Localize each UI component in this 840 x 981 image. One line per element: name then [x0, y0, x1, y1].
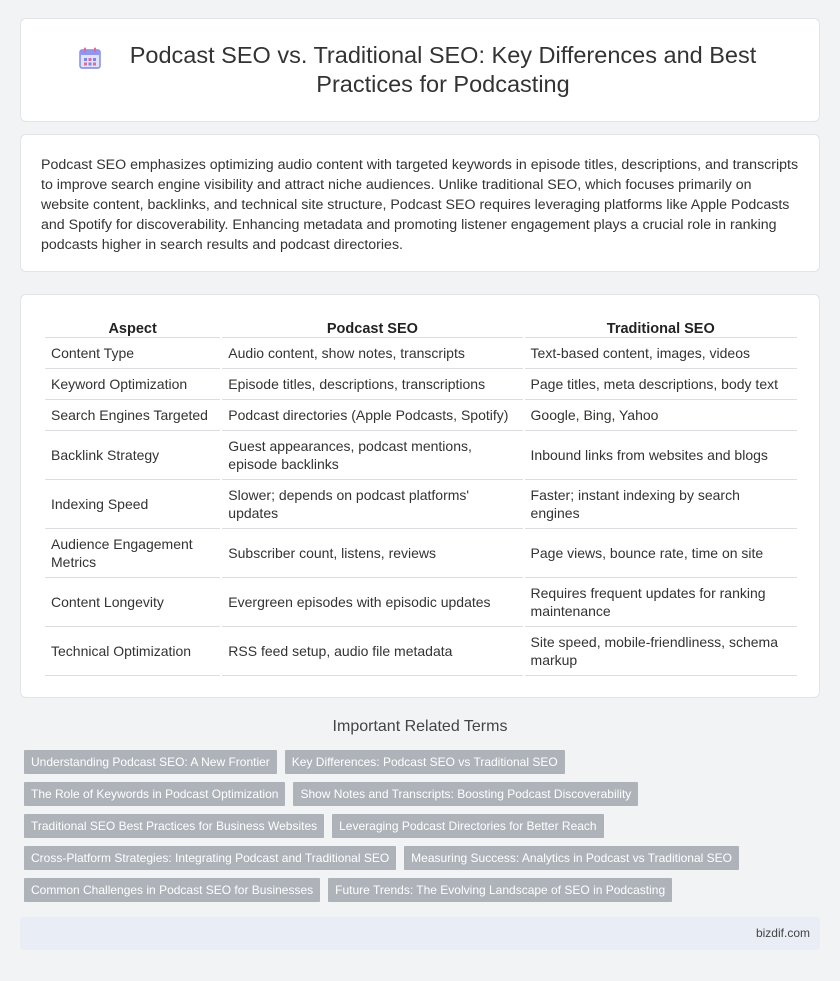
related-term-tag[interactable]: Cross-Platform Strategies: Integrating Podcast and Traditional SEO [24, 846, 396, 870]
site-domain-link[interactable]: bizdif.com [755, 926, 810, 940]
table-row [45, 578, 797, 627]
calendar-icon [77, 45, 103, 71]
cell-traditional-seo: Requires frequent updates for ranking maintenance [525, 578, 797, 627]
cell-podcast-seo: Subscriber count, listens, reviews [222, 529, 522, 578]
comparison-table-card [20, 294, 820, 698]
cell-traditional-seo: Page views, bounce rate, time on site [525, 529, 797, 578]
cell-traditional-seo: Site speed, mobile-friendliness, schema markup [525, 627, 797, 676]
cell-aspect: Indexing Speed [45, 480, 220, 529]
cell-podcast-seo: RSS feed setup, audio file metadata [222, 627, 522, 676]
cell-aspect: Search Engines Targeted [45, 400, 220, 431]
related-term-tag[interactable]: Show Notes and Transcripts: Boosting Podcast Discoverability [293, 782, 638, 806]
table-row [45, 480, 797, 529]
related-terms-heading: Important Related Terms [332, 718, 508, 735]
intro-paragraph: Podcast SEO emphasizes optimizing audio content with targeted keywords in episode titles, descriptions, and transcripts to improve search engine visibility and attract niche audiences. Unlike traditional SEO, which focuses primarily on website content, backlinks, and technical site structure, Podcast SEO requires leveraging platforms like Apple Podcasts and Spotify for discoverability. Enhancing metadata and promoting listener engagement plays a crucial role in ranking podcasts higher in search results and podcast directories. [41, 157, 799, 253]
table-row [45, 627, 797, 676]
table-row [45, 338, 797, 369]
cell-aspect: Keyword Optimization [45, 369, 220, 400]
cell-traditional-seo: Inbound links from websites and blogs [525, 431, 797, 480]
cell-traditional-seo: Page titles, meta descriptions, body text [525, 369, 797, 400]
related-terms-list [24, 750, 824, 910]
related-term-tag[interactable]: Leveraging Podcast Directories for Better Reach [332, 814, 603, 838]
cell-podcast-seo: Podcast directories (Apple Podcasts, Spotify) [222, 400, 522, 431]
footer-bar [20, 917, 820, 950]
cell-podcast-seo: Episode titles, descriptions, transcriptions [222, 369, 522, 400]
related-term-tag[interactable]: The Role of Keywords in Podcast Optimization [24, 782, 285, 806]
cell-aspect: Content Type [45, 338, 220, 369]
comparison-table [43, 315, 799, 676]
cell-podcast-seo: Slower; depends on podcast platforms' updates [222, 480, 522, 529]
title-card [20, 18, 820, 122]
cell-aspect: Backlink Strategy [45, 431, 220, 480]
cell-podcast-seo: Evergreen episodes with episodic updates [222, 578, 522, 627]
tag-row [24, 750, 824, 774]
cell-podcast-seo: Audio content, show notes, transcripts [222, 338, 522, 369]
tag-row [24, 782, 824, 806]
header-podcast-seo: Podcast SEO [222, 315, 522, 338]
table-header-row [45, 315, 797, 338]
related-term-tag[interactable]: Understanding Podcast SEO: A New Frontier [24, 750, 277, 774]
header-aspect: Aspect [45, 315, 220, 338]
related-term-tag[interactable]: Key Differences: Podcast SEO vs Traditional SEO [285, 750, 565, 774]
title-wrap [70, 41, 770, 99]
cell-aspect: Content Longevity [45, 578, 220, 627]
cell-traditional-seo: Faster; instant indexing by search engines [525, 480, 797, 529]
related-term-tag[interactable]: Traditional SEO Best Practices for Business Websites [24, 814, 324, 838]
table-row [45, 400, 797, 431]
header-traditional-seo: Traditional SEO [525, 315, 797, 338]
table-row [45, 431, 797, 480]
table-row [45, 369, 797, 400]
cell-traditional-seo: Google, Bing, Yahoo [525, 400, 797, 431]
related-term-tag[interactable]: Future Trends: The Evolving Landscape of SEO in Podcasting [328, 878, 672, 902]
cell-aspect: Audience Engagement Metrics [45, 529, 220, 578]
cell-podcast-seo: Guest appearances, podcast mentions, episode backlinks [222, 431, 522, 480]
intro-card [20, 134, 820, 272]
tag-row [24, 878, 824, 902]
cell-traditional-seo: Text-based content, images, videos [525, 338, 797, 369]
related-term-tag[interactable]: Measuring Success: Analytics in Podcast vs Traditional SEO [404, 846, 739, 870]
tag-row [24, 814, 824, 838]
tag-row [24, 846, 824, 870]
cell-aspect: Technical Optimization [45, 627, 220, 676]
related-term-tag[interactable]: Common Challenges in Podcast SEO for Businesses [24, 878, 320, 902]
table-row [45, 529, 797, 578]
page-title: Podcast SEO vs. Traditional SEO: Key Differences and Best Practices for Podcasting [129, 42, 757, 97]
